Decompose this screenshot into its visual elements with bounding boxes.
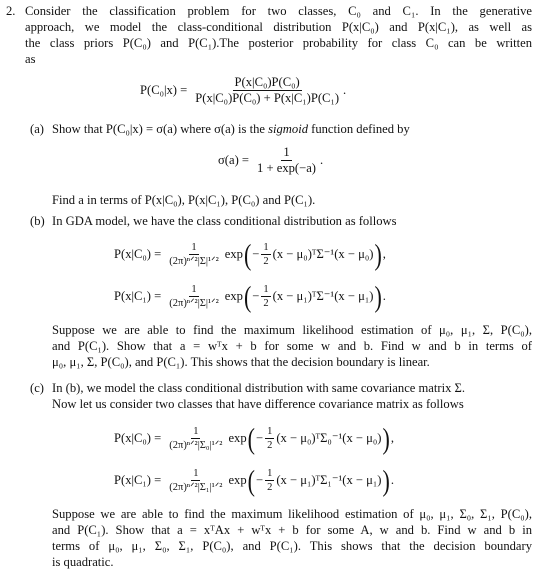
gda-c1-half-num: 1 <box>263 284 269 295</box>
qda-c0-normalizer <box>167 426 224 451</box>
posterior-equation <box>140 76 346 105</box>
qda-c1-half-den: 2 <box>267 482 273 493</box>
part-c-text-1: Suppose we are able to find the maximum likelihood estimation of μ₀, μ₁, Σ₀, Σ₁, P(C₀), <box>52 507 532 521</box>
gda-c1-right-paren: ) <box>374 278 382 313</box>
qda-c1-tail: . <box>390 472 394 487</box>
sigmoid-numerator: 1 <box>283 145 290 159</box>
sigmoid-fraction <box>255 146 318 175</box>
qda-c1-half-num: 1 <box>267 468 273 479</box>
gda-c0-half-num: 1 <box>263 242 269 253</box>
qda-c1-minus: − <box>255 472 264 487</box>
intro-line-1: Consider the classification problem for two classes, C₀ and C₁. In the generative <box>25 4 532 18</box>
qda-c0-tail: , <box>390 430 394 445</box>
qda-c1-lhs: P(x|C₁) = <box>114 472 162 487</box>
qda-c0-exp: exp <box>228 430 247 445</box>
intro-line-3: the class priors P(C₀) and P(C₁).The posterior probability for class C₀ can be written <box>25 36 532 50</box>
qda-c0-half-num: 1 <box>267 426 273 437</box>
qda-c0-normalizer-num: 1 <box>193 426 199 437</box>
gda-c1-normalizer-den: (2π)ⁿᐟ²|Σ|¹ᐟ² <box>169 298 219 309</box>
qda-equation-c0 <box>114 420 394 455</box>
qda-c1-half <box>265 468 274 493</box>
part-b-label: (b) <box>30 214 45 228</box>
qda-c0-minus: − <box>255 430 264 445</box>
posterior-denominator: P(x|C₀)P(C₀) + P(x|C₁)P(C₁) <box>195 91 340 105</box>
gda-equation-c1 <box>114 278 386 313</box>
sigmoid-lhs: σ(a) = <box>218 152 250 167</box>
sigmoid-tail: . <box>320 152 324 167</box>
gda-c0-lhs: P(x|C₀) = <box>114 246 162 261</box>
sigmoid-emphasis: sigmoid <box>268 122 308 136</box>
part-c-text-3: terms of μ₀, μ₁, Σ₀, Σ₁, P(C₀), and P(C₁). This shows that the decision boundary <box>52 539 532 553</box>
posterior-numerator: P(x|C₀)P(C₀) <box>234 75 300 89</box>
gda-c0-right-paren: ) <box>374 236 382 271</box>
problem-number: 2. <box>6 4 16 18</box>
sigmoid-denominator: 1 + exp(−a) <box>257 161 316 175</box>
qda-c1-normalizer <box>167 468 224 493</box>
gda-c0-half <box>261 242 270 267</box>
gda-c0-left-paren: ( <box>243 236 252 271</box>
part-b-text-1: Suppose we are able to find the maximum likelihood estimation of μ₀, μ₁, Σ, P(C₀), <box>52 323 532 337</box>
qda-c1-quadratic-form: (x − μ₁)ᵀΣ₁⁻¹(x − μ₁) <box>276 472 382 487</box>
posterior-lhs: P(C₀|x) = <box>140 82 188 97</box>
part-c-label: (c) <box>30 381 44 395</box>
intro-line-2: approach, we model the class-conditional distribution P(x|C₀) and P(x|C₁), as well as <box>25 20 532 34</box>
gda-c0-half-den: 2 <box>263 256 269 267</box>
gda-equation-c0 <box>114 236 386 271</box>
qda-c1-left-paren: ( <box>247 462 255 497</box>
part-a-line-2: Find a in terms of P(x|C₀), P(x|C₁), P(C₀) and P(C₁). <box>52 193 316 207</box>
gda-c1-minus: − <box>252 288 260 303</box>
gda-c0-quadratic-form: (x − μ₀)ᵀΣ⁻¹(x − μ₀) <box>272 246 374 261</box>
part-a-line-1-post: function defined by <box>308 122 410 136</box>
qda-c0-quadratic-form: (x − μ₀)ᵀΣ₀⁻¹(x − μ₀) <box>276 430 382 445</box>
part-c-text-2: and P(C₁). Show that a = xᵀAx + wᵀx + b for some A, w and b. Find w and b in <box>52 523 532 537</box>
sigmoid-equation <box>218 146 323 175</box>
qda-equation-c1 <box>114 462 394 497</box>
qda-c0-normalizer-den: (2π)ⁿᐟ²|Σ₀|¹ᐟ² <box>169 440 223 451</box>
gda-c0-normalizer-num: 1 <box>191 242 197 253</box>
intro-line-4: as <box>25 52 36 66</box>
gda-c1-half-den: 2 <box>263 298 269 309</box>
gda-c0-exp: exp <box>224 246 243 261</box>
part-a-line-1 <box>52 122 410 138</box>
qda-c1-normalizer-den: (2π)ⁿᐟ²|Σ₁|¹ᐟ² <box>169 482 223 493</box>
gda-c1-left-paren: ( <box>243 278 252 313</box>
qda-c0-right-paren: ) <box>382 420 390 455</box>
gda-c0-tail: , <box>382 246 386 261</box>
part-b-line-1: In GDA model, we have the class conditional distribution as follows <box>52 214 397 228</box>
gda-c1-exp: exp <box>224 288 243 303</box>
gda-c1-tail: . <box>382 288 386 303</box>
posterior-tail: . <box>343 82 347 97</box>
part-c-text-4: is quadratic. <box>52 555 114 569</box>
qda-c0-lhs: P(x|C₀) = <box>114 430 162 445</box>
gda-c1-lhs: P(x|C₁) = <box>114 288 162 303</box>
qda-c1-normalizer-num: 1 <box>193 468 199 479</box>
qda-c0-left-paren: ( <box>247 420 255 455</box>
part-a-label: (a) <box>30 122 44 136</box>
gda-c0-normalizer <box>167 242 221 267</box>
part-b-text-3: μ₀, μ₁, Σ, P(C₀), and P(C₁). This shows that the decision boundary is linear. <box>52 355 430 369</box>
qda-c1-right-paren: ) <box>382 462 390 497</box>
gda-c1-half <box>261 284 270 309</box>
part-a-line-1-pre: Show that P(C₀|x) = σ(a) where σ(a) is the <box>52 122 269 136</box>
gda-c1-quadratic-form: (x − μ₁)ᵀΣ⁻¹(x − μ₁) <box>272 288 374 303</box>
qda-c1-exp: exp <box>228 472 247 487</box>
qda-c0-half <box>265 426 274 451</box>
part-b-text-2: and P(C₁). Show that a = wᵀx + b for some w and b. Find w and b in terms of <box>52 339 532 353</box>
gda-c1-normalizer <box>167 284 221 309</box>
part-c-line-2: Now let us consider two classes that have difference covariance matrix as follows <box>52 397 464 411</box>
gda-c0-minus: − <box>252 246 260 261</box>
part-c-line-1: In (b), we model the class conditional distribution with same covariance matrix Σ. <box>52 381 466 395</box>
gda-c1-normalizer-num: 1 <box>191 284 197 295</box>
gda-c0-normalizer-den: (2π)ⁿᐟ²|Σ|¹ᐟ² <box>169 256 219 267</box>
posterior-fraction <box>193 76 341 105</box>
qda-c0-half-den: 2 <box>267 440 273 451</box>
